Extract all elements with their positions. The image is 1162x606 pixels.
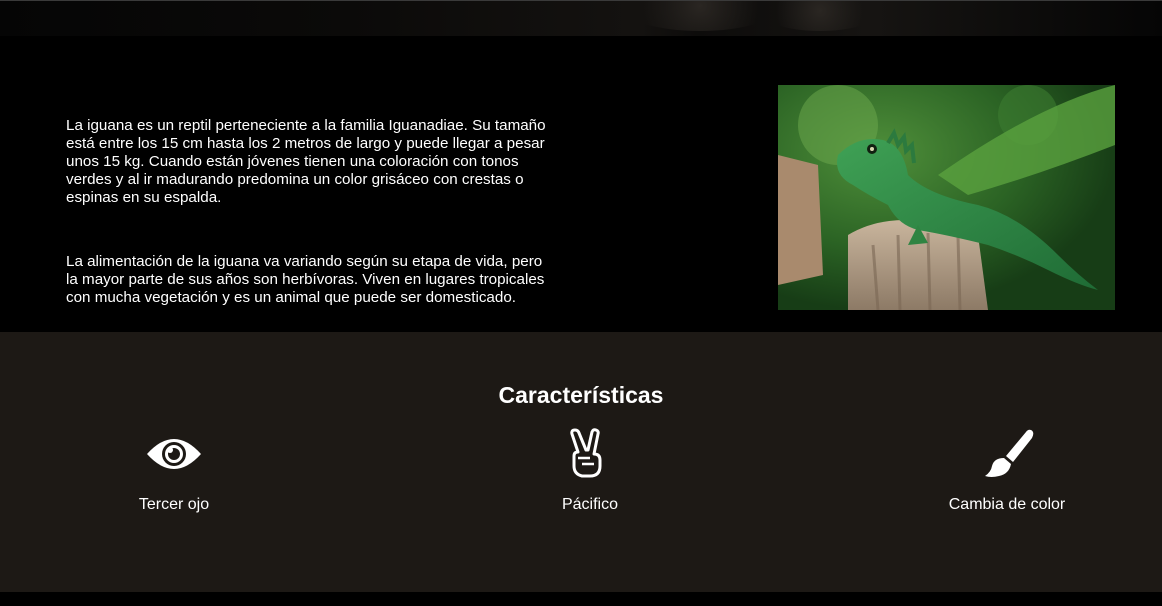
iguana-photo — [778, 85, 1115, 310]
hero-image-strip — [0, 0, 1162, 36]
paintbrush-icon — [977, 428, 1037, 480]
feature-label: Cambia de color — [948, 496, 1066, 513]
features-title: Características — [498, 382, 664, 408]
peace-hand-icon — [560, 428, 620, 480]
features-section — [0, 332, 1162, 592]
intro-paragraph-1: La iguana es un reptil perteneciente a la familia Iguanadiae. Su tamaño está entre los 15 cm hasta los 2 metros de largo y puede llegar a pesar unos 15 kg. Cuando están jóvenes tienen una coloración con tonos verdes y al ir madurando predomina un color grisáceo con crestas o espinas en su espalda. — [66, 117, 546, 206]
intro-paragraph-2: La alimentación de la iguana va variando según su etapa de vida, pero la mayor parte de sus años son herbívoras. Viven en lugares tropicales con mucha vegetación y es un animal que puede ser domesticado. — [66, 253, 545, 306]
eye-icon — [144, 428, 204, 480]
intro-text — [66, 117, 546, 353]
feature-label: Tercer ojo — [138, 496, 210, 513]
feature-third-eye — [74, 428, 274, 514]
feature-changes-color — [907, 428, 1107, 514]
feature-label: Pácifico — [561, 496, 619, 513]
intro-section — [0, 36, 1162, 332]
feature-peaceful — [490, 428, 690, 514]
footer-band — [0, 592, 1162, 606]
